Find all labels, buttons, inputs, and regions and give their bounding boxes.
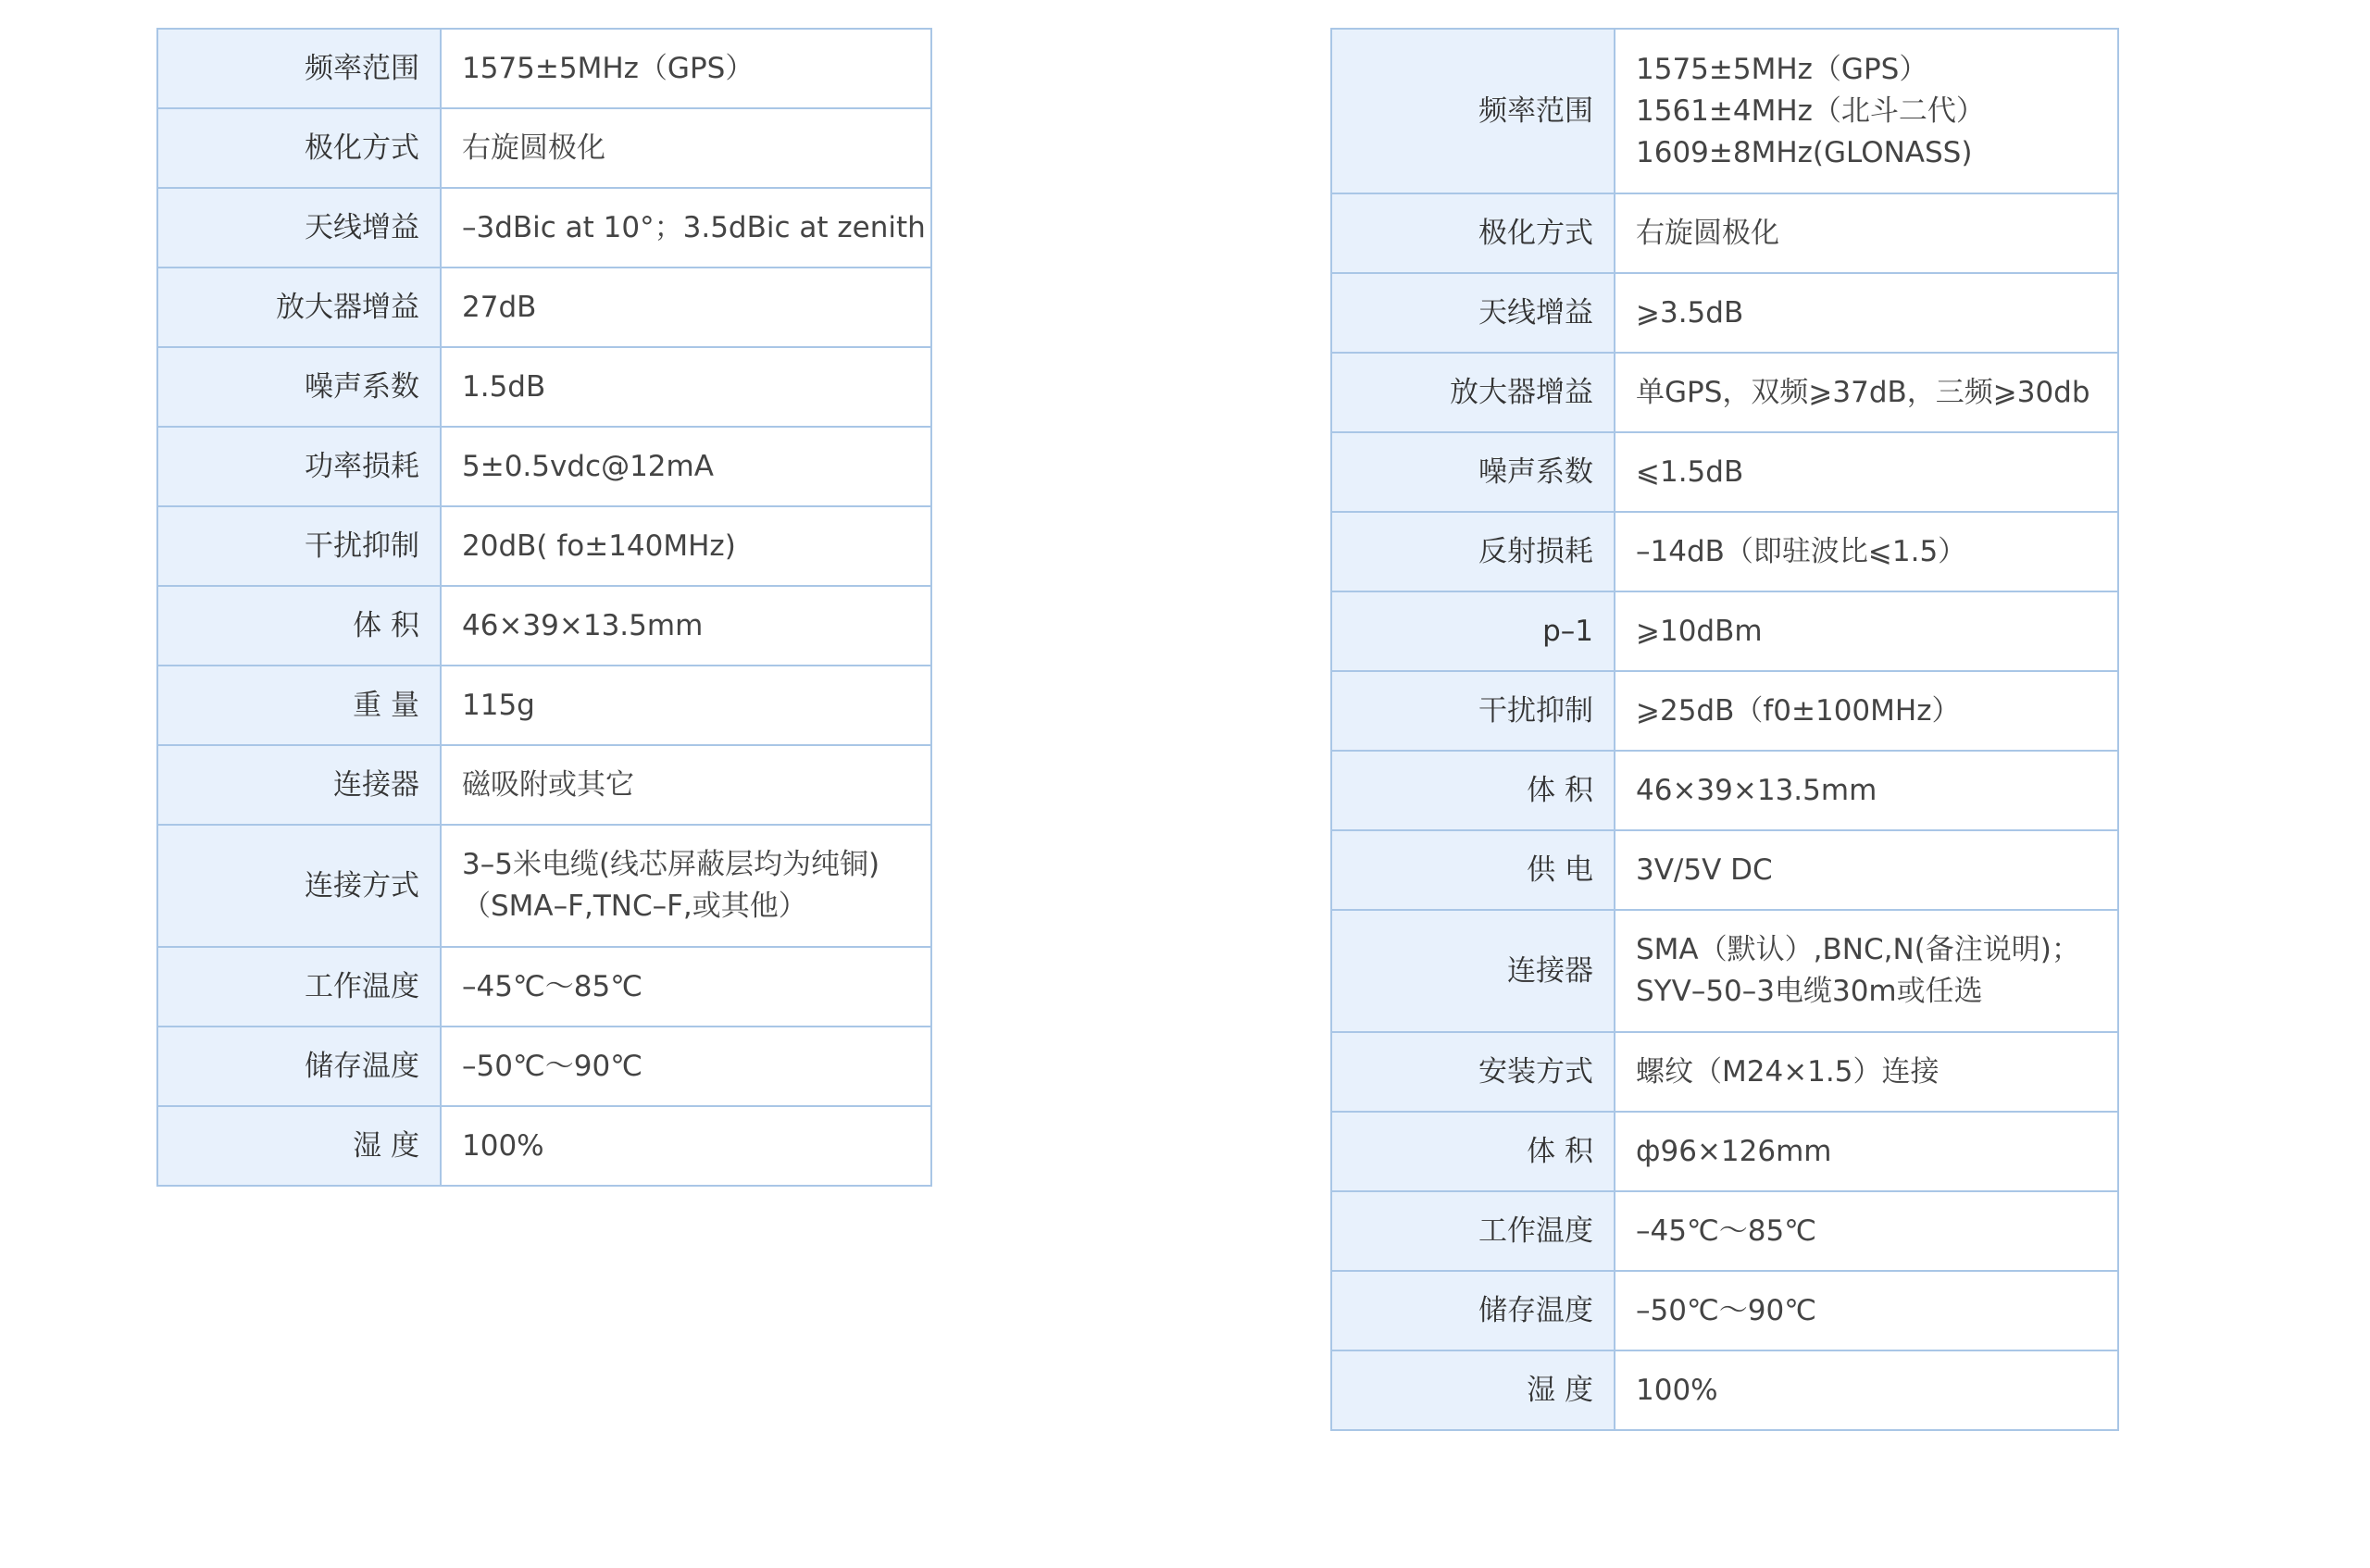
row-label: 连接方式 [157, 825, 441, 947]
table-row [157, 268, 931, 347]
row-label: 反射损耗 [1331, 512, 1615, 591]
table-row [157, 1027, 931, 1106]
row-value-line: 1575±5MHz（GPS） [1636, 52, 1928, 86]
row-value: 1575±5MHz（GPS） [441, 29, 931, 108]
row-value: 右旋圆极化 [441, 108, 931, 188]
row-value [441, 825, 931, 947]
table-row [1331, 751, 2118, 830]
row-value: –3dBic at 10°；3.5dBic at zenith [441, 188, 931, 268]
table-row [157, 29, 931, 108]
row-value [1615, 29, 2118, 193]
row-value: 46×39×13.5mm [1615, 751, 2118, 830]
row-label: p–1 [1331, 591, 1615, 671]
row-value-line: （SMA–F,TNC–F,或其他） [462, 890, 807, 923]
row-value [1615, 910, 2118, 1032]
table-row [1331, 591, 2118, 671]
row-label: 放大器增益 [157, 268, 441, 347]
row-label: 连接器 [1331, 910, 1615, 1032]
row-label: 工作温度 [157, 947, 441, 1027]
row-label: 极化方式 [157, 108, 441, 188]
table-row [157, 825, 931, 947]
row-label: 干扰抑制 [157, 506, 441, 586]
table-row [1331, 1112, 2118, 1191]
row-value: –45℃～85℃ [1615, 1191, 2118, 1271]
row-value: 螺纹（M24×1.5）连接 [1615, 1032, 2118, 1112]
row-value: 27dB [441, 268, 931, 347]
row-label: 重 量 [157, 666, 441, 745]
table-row [157, 427, 931, 506]
row-value: –45℃～85℃ [441, 947, 931, 1027]
row-label: 储存温度 [157, 1027, 441, 1106]
row-label: 储存温度 [1331, 1271, 1615, 1350]
row-value: –50℃～90℃ [1615, 1271, 2118, 1350]
row-value: 单GPS，双频⩾37dB，三频⩾30db [1615, 353, 2118, 432]
row-label: 噪声系数 [1331, 432, 1615, 512]
table-row [1331, 1271, 2118, 1350]
row-value: 5±0.5vdc@12mA [441, 427, 931, 506]
row-label: 频率范围 [157, 29, 441, 108]
row-value: 100% [441, 1106, 931, 1186]
spec-table-right [1330, 28, 2119, 1431]
row-label: 天线增益 [157, 188, 441, 268]
table-row [1331, 910, 2118, 1032]
row-label: 功率损耗 [157, 427, 441, 506]
row-value: ⩾25dB（f0±100MHz） [1615, 671, 2118, 751]
row-label: 放大器增益 [1331, 353, 1615, 432]
row-label: 湿 度 [1331, 1350, 1615, 1430]
table-row [1331, 353, 2118, 432]
row-value: 磁吸附或其它 [441, 745, 931, 825]
row-label: 干扰抑制 [1331, 671, 1615, 751]
row-value-line: 1561±4MHz（北斗二代） [1636, 93, 1985, 128]
table-row [157, 1106, 931, 1186]
row-value: 1.5dB [441, 347, 931, 427]
table-row [1331, 1350, 2118, 1430]
row-label: 频率范围 [1331, 29, 1615, 193]
table-row [157, 586, 931, 666]
table-row [157, 745, 931, 825]
row-label: 体 积 [1331, 1112, 1615, 1191]
table-row [157, 506, 931, 586]
table-row [157, 188, 931, 268]
table-row [1331, 830, 2118, 910]
row-label: 湿 度 [157, 1106, 441, 1186]
table-row [1331, 432, 2118, 512]
table-row [157, 347, 931, 427]
spec-table-left [156, 28, 932, 1187]
row-value: 115g [441, 666, 931, 745]
row-value: ⩾3.5dB [1615, 273, 2118, 353]
row-value-line: 3–5米电缆(线芯屏蔽层均为纯铜) [462, 848, 880, 881]
table-row [1331, 273, 2118, 353]
table-row [157, 666, 931, 745]
table-row [1331, 29, 2118, 193]
row-label: 工作温度 [1331, 1191, 1615, 1271]
row-value: 100% [1615, 1350, 2118, 1430]
table-row [1331, 193, 2118, 273]
row-value-line: SYV–50–3电缆30m或任选 [1636, 975, 1983, 1008]
table-row [157, 108, 931, 188]
row-label: 连接器 [157, 745, 441, 825]
row-label: 体 积 [157, 586, 441, 666]
table-row [1331, 1191, 2118, 1271]
row-label: 供 电 [1331, 830, 1615, 910]
row-value: 46×39×13.5mm [441, 586, 931, 666]
row-value: –50℃～90℃ [441, 1027, 931, 1106]
table-row [1331, 671, 2118, 751]
row-value: 右旋圆极化 [1615, 193, 2118, 273]
row-label: 噪声系数 [157, 347, 441, 427]
table-row [1331, 512, 2118, 591]
row-label: 体 积 [1331, 751, 1615, 830]
row-value: ⩽1.5dB [1615, 432, 2118, 512]
table-row [157, 947, 931, 1027]
row-label: 天线增益 [1331, 273, 1615, 353]
row-value: 20dB( fo±140MHz) [441, 506, 931, 586]
row-value-line: 1609±8MHz(GLONASS) [1636, 135, 1973, 169]
row-label: 极化方式 [1331, 193, 1615, 273]
row-label: 安装方式 [1331, 1032, 1615, 1112]
row-value: ⩾10dBm [1615, 591, 2118, 671]
row-value: –14dB（即驻波比⩽1.5） [1615, 512, 2118, 591]
table-row [1331, 1032, 2118, 1112]
row-value: 3V/5V DC [1615, 830, 2118, 910]
row-value-line: SMA（默认）,BNC,N(备注说明)； [1636, 933, 2080, 966]
row-value: ф96×126mm [1615, 1112, 2118, 1191]
